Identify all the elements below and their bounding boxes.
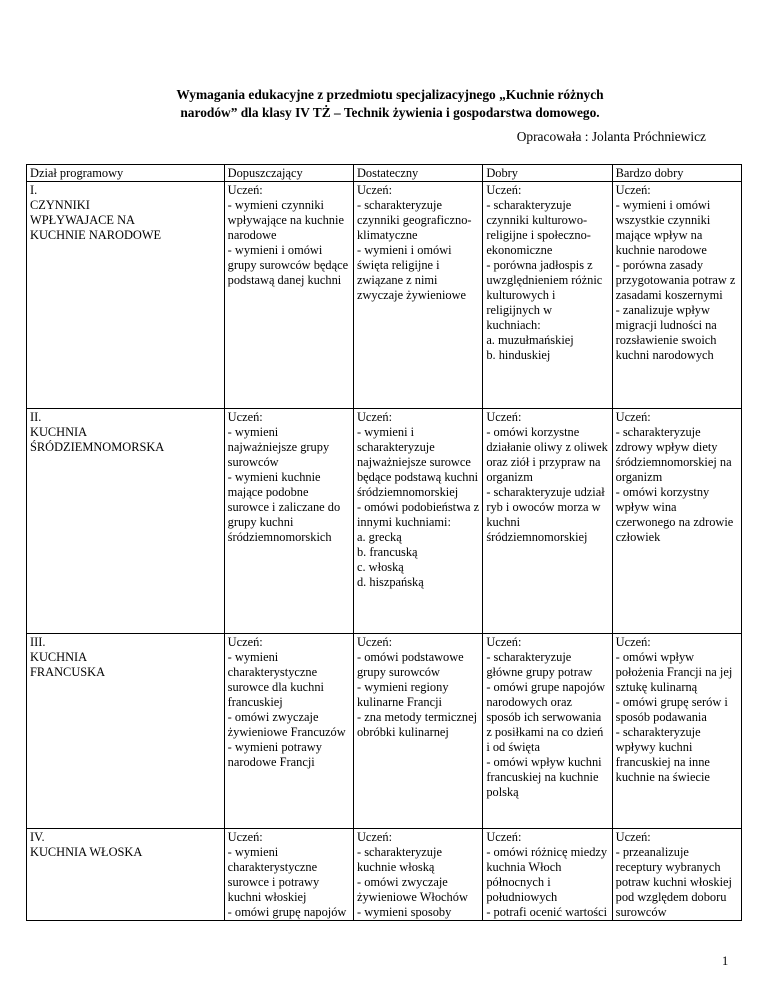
requirement-cell: Uczeń: - wymieni czynniki wpływające na kuchnie narodowe - wymieni i omówi grupy surowców będące podstawą danej kuchni: [224, 182, 353, 409]
section-cell: II. KUCHNIA ŚRÓDZIEMNOMORSKA: [27, 409, 225, 634]
requirement-cell: Uczeń: - omówi wpływ położenia Francji na jej sztukę kulinarną - omówi grupę serów i sposób podawania - scharakteryzuje wpływy kuchni francuskiej na inne kuchnie na świecie: [612, 634, 741, 829]
requirement-cell: Uczeń: - wymieni i scharakteryzuje najważniejsze surowce będące podstawą kuchni śródziemnomorskiej - omówi podobieństwa z innymi kuchniami: a. grecką b. francuską c. włoską d. hiszpańską: [353, 409, 482, 634]
requirements-table: [26, 164, 742, 921]
author-line: Opracowała : Jolanta Próchniewicz: [516, 129, 706, 144]
header-cell-dopuszczajacy: Dopuszczający: [224, 165, 353, 182]
title-line-1: Wymagania edukacyjne z przedmiotu specjalizacyjnego „Kuchnie różnych: [176, 87, 604, 102]
requirement-cell: Uczeń: - scharakteryzuje zdrowy wpływ diety śródziemnomorskiej na organizm - omówi korzystny wpływ wina czerwonego na zdrowie człowiek: [612, 409, 741, 634]
requirement-cell: Uczeń: - przeanalizuje receptury wybranych potraw kuchni włoskiej pod względem doboru surowców: [612, 829, 741, 921]
requirement-cell: Uczeń: - scharakteryzuje czynniki kulturowo-religijne i społeczno-ekonomiczne - porówna jadłospis z uwzględnieniem różnic kulturowych i religijnych w kuchniach: a. muzułmańskiej b. hinduskiej: [483, 182, 612, 409]
title-line-2: narodów” dla klasy IV TŻ – Technik żywienia i gospodarstwa domowego.: [180, 105, 600, 120]
requirement-cell: Uczeń: - omówi podstawowe grupy surowców - wymieni regiony kulinarne Francji - zna metody termicznej obróbki kulinarnej: [353, 634, 482, 829]
page-title: [110, 86, 670, 122]
table-row: [27, 409, 742, 634]
header-cell-bardzo-dobry: Bardzo dobry: [612, 165, 741, 182]
table-header-row: [27, 165, 742, 182]
header-cell-dobry: Dobry: [483, 165, 612, 182]
table-row: [27, 634, 742, 829]
requirement-cell: Uczeń: - wymieni najważniejsze grupy surowców - wymieni kuchnie mające podobne surowce i zaliczane do grupy kuchni śródziemnomorskich: [224, 409, 353, 634]
header-cell-section: Dział programowy: [27, 165, 225, 182]
requirement-cell: Uczeń: - scharakteryzuje kuchnie włoską - omówi zwyczaje żywieniowe Włochów - wymieni sposoby: [353, 829, 482, 921]
header-cell-dostateczny: Dostateczny: [353, 165, 482, 182]
section-cell: III. KUCHNIA FRANCUSKA: [27, 634, 225, 829]
table-row: [27, 829, 742, 921]
requirement-cell: Uczeń: - omówi różnicę miedzy kuchnia Włoch północnych i południowych - potrafi ocenić wartości: [483, 829, 612, 921]
section-cell: IV. KUCHNIA WŁOSKA: [27, 829, 225, 921]
requirement-cell: Uczeń: - wymieni charakterystyczne surowce dla kuchni francuskiej - omówi zwyczaje żywieniowe Francuzów - wymieni potrawy narodowe Francji: [224, 634, 353, 829]
page-number: 1: [722, 954, 729, 968]
requirement-cell: Uczeń: - scharakteryzuje główne grupy potraw - omówi grupe napojów narodowych oraz sposób ich serwowania z posiłkami na co dzień i od święta - omówi wpływ kuchni francuskiej na kuchnie polską: [483, 634, 612, 829]
requirement-cell: Uczeń: - wymieni i omówi wszystkie czynniki mające wpływ na kuchnie narodowe - porówna zasady przygotowania potraw z zasadami koszernymi - zanalizuje wpływ migracji ludności na rozsławienie swoich kuchni narodowych: [612, 182, 741, 409]
section-cell: I. CZYNNIKI WPŁYWAJACE NA KUCHNIE NARODOWE: [27, 182, 225, 409]
table-row: [27, 182, 742, 409]
requirement-cell: Uczeń: - omówi korzystne działanie oliwy z oliwek oraz ziół i przypraw na organizm - scharakteryzuje udział ryb i owoców morza w kuchni śródziemnomorskiej: [483, 409, 612, 634]
requirement-cell: Uczeń: - wymieni charakterystyczne surowce i potrawy kuchni włoskiej - omówi grupę napojów: [224, 829, 353, 921]
requirement-cell: Uczeń: - scharakteryzuje czynniki geograficzno-klimatyczne - wymieni i omówi święta religijne i związane z nimi zwyczaje żywieniowe: [353, 182, 482, 409]
